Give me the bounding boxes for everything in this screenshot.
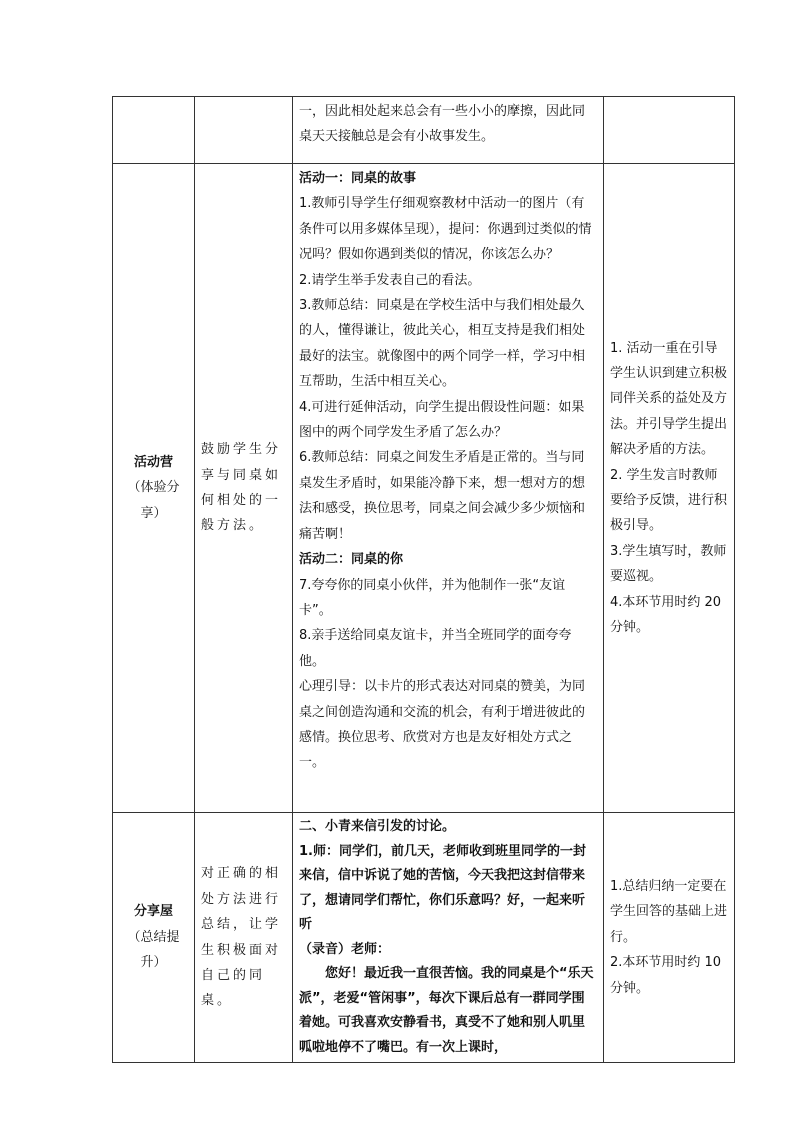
content-paragraph: 3.教师总结：同桌是在学校生活中与我们相处最久的人，懂得谦让，彼此关心，相互支持是我们相处最好的法宝。就像图中的两个同学一样，学习中相互帮助，生活中相互关心。 (299, 298, 586, 390)
content-paragraph: 8.亲手送给同桌友谊卡，并当全班同学的面夸夸他。 (299, 628, 572, 669)
stage-cell-empty (113, 97, 195, 164)
stage-cell (113, 164, 195, 813)
stage-subtitle: （体验分享） (127, 480, 180, 521)
activity-heading: 活动二：同桌的你 (299, 552, 404, 568)
notes-cell (604, 813, 735, 1063)
table-row-continuation (113, 97, 735, 164)
stage-name: 分享屋 (133, 904, 173, 920)
content-paragraph: 2.请学生举手发表自己的看法。 (299, 272, 481, 288)
activity-heading: 活动一：同桌的故事 (299, 171, 417, 186)
stage-subtitle: （总结提升） (127, 929, 180, 971)
note-item: 1.总结归纳一定要在学生回答的基础上进行。 (610, 878, 728, 945)
note-item: 3.学生填写时，教师要巡视。 (610, 543, 727, 585)
letter-paragraph: 您好！最近我一直很苦恼。我的同桌是个“乐天派”，老爱“管闲事”，每次下课后总有一群同学围着她。可我喜欢安静看书，真受不了她和别人叽里呱啦地停不了嘴巴。有一次上课时， (299, 966, 594, 1055)
goal-cell (195, 813, 293, 1063)
content-paragraph: 6.教师总结：同桌之间发生矛盾是正常的。当与同桌发生矛盾时，如果能冷静下来，想一想对方的想法和感受，换位思考，同桌之间会减少多少烦恼和痛苦啊！ (299, 450, 586, 542)
table-row-activity (113, 164, 735, 813)
content-cell (293, 813, 604, 1063)
goal-text: 对正确的相处方法进行总结，让学生积极面对自己的同桌。 (201, 866, 282, 1009)
content-paragraph: 7.夸夸你的同桌小伙伴，并为他制作一张“友谊卡”。 (299, 577, 566, 618)
goal-text: 鼓励学生分享与同桌如何相处的一般方法。 (201, 442, 282, 534)
goal-cell-empty (195, 97, 293, 164)
content-paragraph: 1.师：同学们，前几天，老师收到班里同学的一封来信，信中诉说了她的苦恼，今天我把这封信带来了，想请同学们帮忙，你们乐意吗？好，一起来听听 (299, 843, 586, 932)
content-paragraph: 1.教师引导学生仔细观察教材中活动一的图片（有条件可以用多媒体呈现），提问：你遇到过类似的情况吗？假如你遇到类似的情况，你该怎么办？ (299, 196, 592, 263)
content-paragraph: （录音）老师： (299, 941, 391, 957)
content-line: 一，因此相处起来总会有一些小小的摩擦，因此同 (299, 104, 586, 119)
content-paragraph: 4.可进行延伸活动，向学生提出假设性问题：如果图中的两个同学发生矛盾了怎么办？ (299, 399, 585, 441)
content-cell (293, 97, 604, 164)
stage-name: 活动营 (133, 454, 173, 470)
notes-cell (604, 164, 735, 813)
note-item: 2. 学生发言时教师要给予反馈，进行积极引导。 (610, 467, 728, 534)
content-heading: 二、小青来信引发的讨论。 (299, 819, 456, 834)
lesson-plan-table (112, 96, 735, 1063)
notes-cell-empty (604, 97, 735, 164)
content-line: 桌天天接触总是会有小故事发生。 (299, 129, 495, 145)
stage-cell (113, 813, 195, 1063)
note-item: 4.本环节用时约 20 分钟。 (610, 594, 722, 636)
note-item: 1. 活动一重在引导学生认识到建立积极同伴关系的益处及方法。并引导学生提出解决矛盾的方法。 (610, 340, 728, 458)
content-paragraph: 心理引导：以卡片的形式表达对同桌的赞美，为同桌之间创造沟通和交流的机会，有利于增进彼此的感情。换位思考、欣赏对方也是友好相处方式之一。 (299, 679, 586, 771)
note-item: 2.本环节用时约 10 分钟。 (610, 955, 722, 996)
content-cell (293, 164, 604, 813)
table-row-summary (113, 813, 735, 1063)
goal-cell (195, 164, 293, 813)
